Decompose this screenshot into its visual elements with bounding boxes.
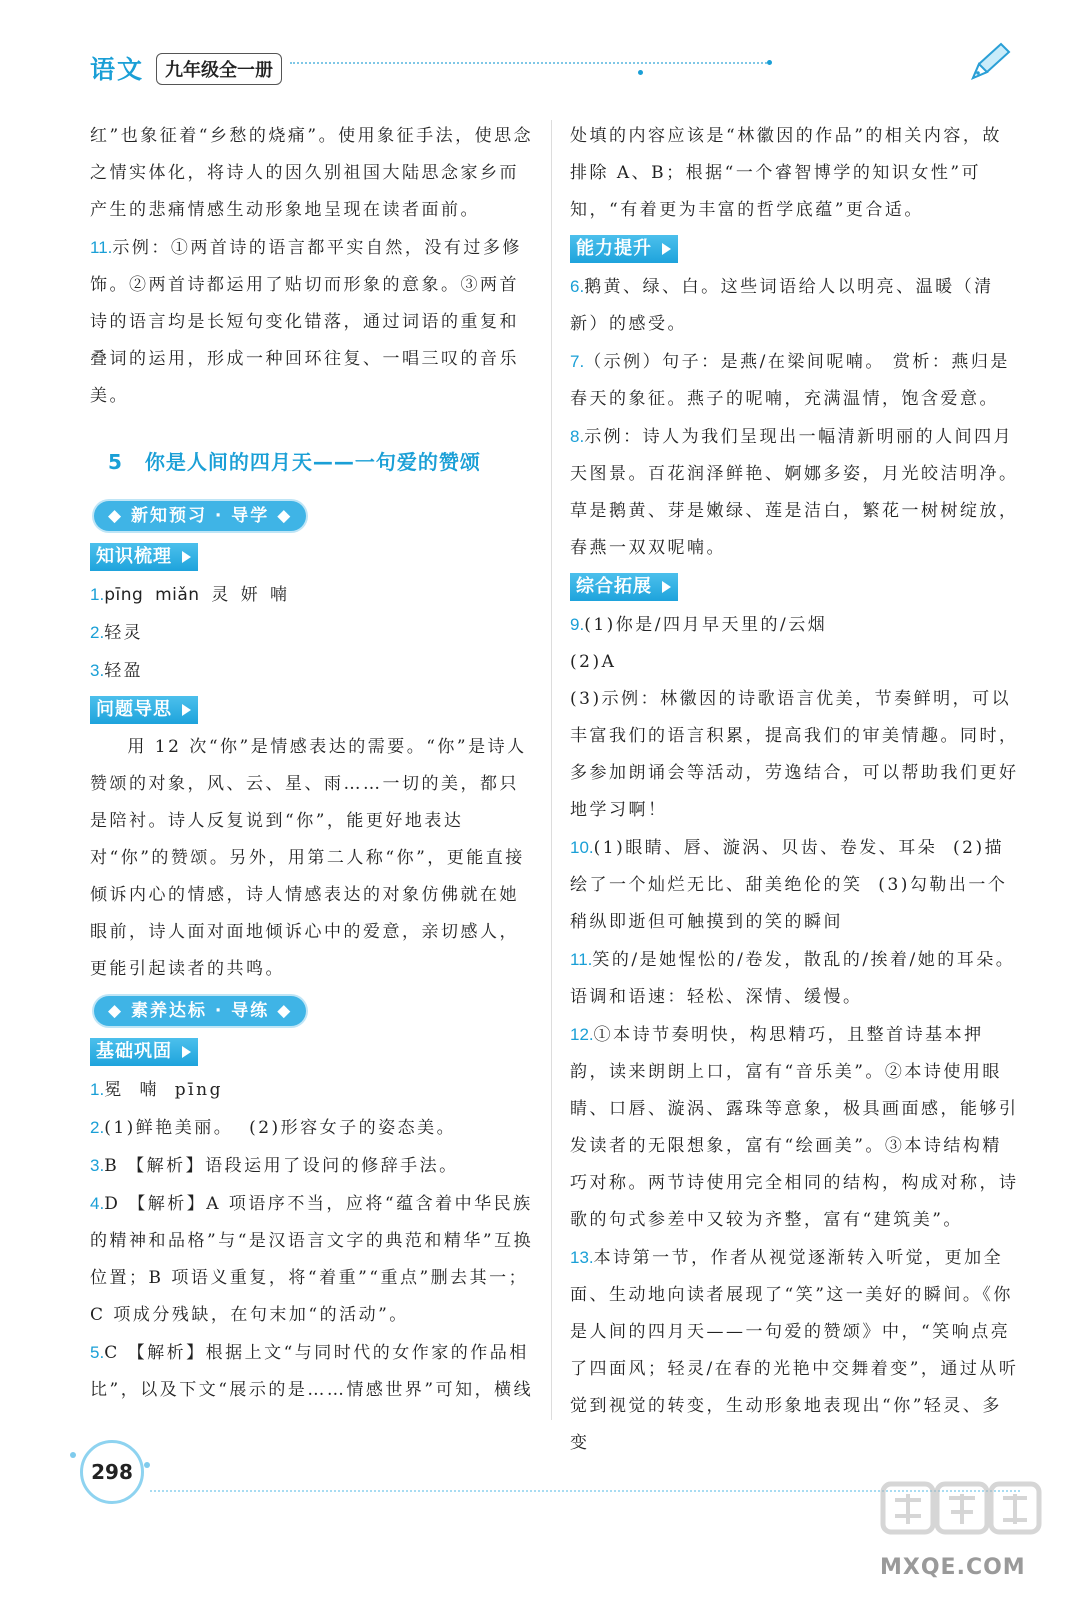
- paragraph: 用 12 次“你”是情感表达的需要。“你”是诗人赞颂的对象，风、云、星、雨……一切的美，都只是陪衬。诗人反复说到“你”，能更好地表达对“你”的赞颂。另外，用第二人称“你”，更能直接倾诉内心的情感，诗人情感表达的对象仿佛就在她眼前，诗人面对面地倾诉心中的爱意，亲切感人，更能引起读者的共鸣。: [90, 737, 527, 979]
- answer-item: 10.(1)眼睛、唇、漩涡、贝齿、卷发、耳朵 (2)描绘了一个灿烂无比、甜美绝伦的笑 (3)勾勒出一个稍纵即逝但可触摸到的笑的瞬间: [570, 838, 1008, 932]
- answer-item: 12.①本诗节奏明快，构思精巧，且整首诗基本押韵，读来朗朗上口，富有“音乐美”。②本诗使用眼睛、口唇、漩涡、露珠等意象，极具画面感，能够引发读者的无限想象，富有“绘画美”。③本诗结构精巧对称。两节诗使用完全相同的结构，构成对称，诗歌的句式参差中又较为齐整，富有“建筑美”。: [570, 1025, 1019, 1230]
- answer-item: 1.pīng miǎn 灵 妍 喃: [90, 585, 288, 605]
- answer-item: 4.D 【解析】A 项语序不当，应将“蕴含着中华民族的精神和品格”与“是汉语言文字的典范和精华”互换位置；B 项语义重复，将“着重”“重点”删去其一；C 项成分残缺，在句末加“的活动”。: [90, 1194, 534, 1325]
- page-number: 298: [80, 1440, 144, 1504]
- answer-item: 6.鹅黄、绿、白。这些词语给人以明亮、温暖（清新）的感受。: [570, 277, 994, 334]
- answer-item: 2.(1)鲜艳美丽。 (2)形容女子的姿态美。: [90, 1118, 457, 1138]
- section-pill: ◆ 素养达标 · 导练 ◆: [94, 996, 306, 1026]
- arrow-icon: [182, 704, 191, 716]
- lesson-title: 5 你是人间的四月天——一句爱的赞颂: [108, 450, 481, 474]
- section-tag: 问题导思: [90, 696, 198, 724]
- answer-item: 3.轻盈: [90, 661, 144, 681]
- watermark-url: MXQE.COM: [880, 1555, 1026, 1580]
- paragraph: 红”也象征着“乡愁的烧痛”。使用象征手法，使思念之情实体化，将诗人的因久别祖国大陆思念家乡而产生的悲痛情感生动形象地呈现在读者面前。: [90, 126, 534, 220]
- section-tag: 能力提升: [570, 235, 678, 263]
- header-dotted-line: [290, 62, 770, 64]
- section-tag: 基础巩固: [90, 1038, 198, 1066]
- left-column: [90, 118, 535, 1409]
- answer-item: 11.示例：①两首诗的语言都平实自然，没有过多修饰。②两首诗都运用了贴切而形象的意象。③两首诗的语言均是长短句变化错落，通过词语的重复和叠词的运用，形成一种回环往复、一唱三叹的音乐美。: [90, 238, 522, 406]
- answer-item: 2.轻灵: [90, 623, 144, 643]
- grade-label: 九年级全一册: [156, 53, 282, 85]
- answer-item: 5.C 【解析】根据上文“与同时代的女作家的作品相比”，以及下文“展示的是……情感世界”可知，横线: [90, 1343, 534, 1400]
- arrow-icon: [662, 243, 671, 255]
- answer-subitem: (3)示例：林徽因的诗歌语言优美，节奏鲜明，可以丰富我们的语言积累，提高我们的审美情趣。同时，多参加朗诵会等活动，劳逸结合，可以帮助我们更好地学习啊！: [570, 689, 1019, 820]
- section-tag: 综合拓展: [570, 573, 678, 601]
- answer-item: 13.本诗第一节，作者从视觉逐渐转入听觉，更加全面、生动地向读者展现了“笑”这一美好的瞬间。《你是人间的四月天——一句爱的赞颂》中，“笑响点亮了四面风；轻灵/在春的光艳中交舞着变”，通过从听觉到视觉的转变，生动形象地表现出“你”轻灵、多变: [570, 1248, 1019, 1453]
- section-pill: ◆ 新知预习 · 导学 ◆: [94, 501, 306, 531]
- pen-icon: [965, 38, 1015, 83]
- arrow-icon: [182, 1046, 191, 1058]
- answer-item: 1.冕 喃 pīng: [90, 1080, 223, 1100]
- header-dot: [638, 70, 643, 75]
- answer-subitem: (2)A: [570, 652, 617, 672]
- column-divider: [551, 120, 552, 1420]
- paragraph: 处填的内容应该是“林徽因的作品”的相关内容，故排除 A、B；根据“一个睿智博学的知识女性”可知，“有着更为丰富的哲学底蕴”更合适。: [570, 126, 1002, 220]
- answer-item: 3.B 【解析】语段运用了设问的修辞手法。: [90, 1156, 459, 1176]
- answer-item: 7.（示例）句子：是燕/在梁间呢喃。 赏析：燕归是春天的象征。燕子的呢喃，充满温情，饱含爱意。: [570, 352, 1010, 409]
- subject-label: 语文: [90, 55, 145, 84]
- answer-item: 9.(1)你是/四月早天里的/云烟: [570, 615, 828, 635]
- answer-item: 11.笑的/是她惺忪的/卷发，散乱的/挨着/她的耳朵。 语调和语速：轻松、深情、缓慢。: [570, 950, 1032, 1007]
- arrow-icon: [662, 581, 671, 593]
- arrow-icon: [182, 551, 191, 563]
- right-column: [570, 118, 1032, 1462]
- footer-dot: [70, 1452, 76, 1458]
- footer-dot: [144, 1462, 150, 1468]
- header-dot: [767, 60, 772, 65]
- answer-item: 8.示例：诗人为我们呈现出一幅清新明丽的人间四月天图景。百花润泽鲜艳、婀娜多姿，月光皎洁明净。草是鹅黄、芽是嫩绿、莲是洁白，繁花一树树绽放，春燕一双双呢喃。: [570, 427, 1019, 558]
- page-header: [0, 0, 1077, 100]
- section-tag: 知识梳理: [90, 543, 198, 571]
